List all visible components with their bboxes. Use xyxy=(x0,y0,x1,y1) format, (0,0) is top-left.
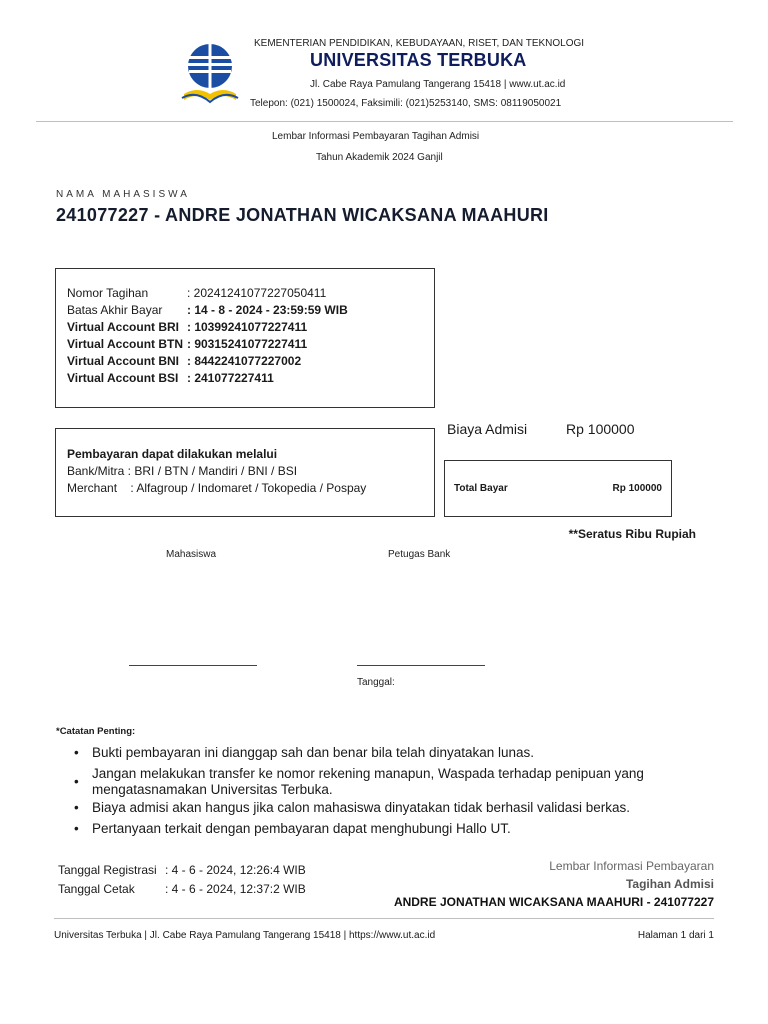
summary-student: ANDRE JONATHAN WICAKSANA MAAHURI - 241077227 xyxy=(393,895,714,909)
bill-row xyxy=(67,337,307,351)
footer-address: Universitas Terbuka | Jl. Cabe Raya Pamulang Tangerang 15418 | https://www.ut.ac.id xyxy=(54,930,436,941)
bill-row-value: : 14 - 8 - 2024 - 23:59:59 WIB xyxy=(187,303,348,317)
notes-title: *Catatan Penting: xyxy=(56,726,136,737)
bill-row-value: : 90315241077227411 xyxy=(187,337,308,351)
bill-row xyxy=(67,286,326,300)
bill-row-label: Virtual Account BSI xyxy=(67,371,179,385)
footer-divider xyxy=(54,918,714,919)
payment-merchant: Merchant : Alfagroup / Indomaret / Tokopedia / Pospay xyxy=(67,481,367,495)
fee-label: Biaya Admisi xyxy=(447,421,528,437)
student-name: 241077227 - ANDRE JONATHAN WICAKSANA MAAHURI xyxy=(56,205,549,225)
summary-subtitle: Tagihan Admisi xyxy=(625,877,714,891)
student-label: NAMA MAHASISWA xyxy=(56,189,190,200)
registration-date-value: : 4 - 6 - 2024, 12:26:4 WIB xyxy=(165,863,306,877)
signature-officer-label: Petugas Bank xyxy=(388,549,451,560)
bill-row-value: : 10399241077227411 xyxy=(187,320,308,334)
bill-row-label: Nomor Tagihan xyxy=(67,286,149,300)
summary-title: Lembar Informasi Pembayaran xyxy=(549,859,714,873)
payment-methods-box xyxy=(55,428,435,517)
bill-row xyxy=(67,354,301,368)
total-box xyxy=(444,460,672,517)
fee-amount: Rp 100000 xyxy=(566,421,635,437)
total-amount: Rp 100000 xyxy=(612,483,662,494)
bill-row-value: : 8442241077227002 xyxy=(187,354,302,368)
bill-row-value: : 20241241077227050411 xyxy=(187,286,327,300)
bill-row-label: Virtual Account BTN xyxy=(67,337,184,351)
bill-row xyxy=(67,371,274,385)
document-title: Lembar Informasi Pembayaran Tagihan Admisi xyxy=(272,131,480,142)
total-label: Total Bayar xyxy=(454,483,508,494)
bill-row xyxy=(67,320,307,334)
bill-details-box xyxy=(55,268,435,408)
bill-row-value: : 241077227411 xyxy=(187,371,274,385)
page-number: Halaman 1 dari 1 xyxy=(637,930,714,941)
bill-row-label: Virtual Account BRI xyxy=(67,320,180,334)
payment-heading: Pembayaran dapat dilakukan melalui xyxy=(67,447,278,461)
university-address: Jl. Cabe Raya Pamulang Tangerang 15418 | www.ut.ac.id xyxy=(310,79,566,90)
header-divider xyxy=(36,121,733,122)
university-contact: Telepon: (021) 1500024, Faksimili: (021)5253140, SMS: 08119050021 xyxy=(250,98,562,109)
date-label: Tanggal: xyxy=(357,677,395,688)
payment-bank: Bank/Mitra : BRI / BTN / Mandiri / BNI / BSI xyxy=(67,464,298,478)
bill-row-label: Batas Akhir Bayar xyxy=(67,303,163,317)
bill-row-label: Virtual Account BNI xyxy=(67,354,180,368)
signature-student-label: Mahasiswa xyxy=(166,549,217,560)
print-date-label: Tanggal Cetak xyxy=(58,882,135,896)
print-date-value: : 4 - 6 - 2024, 12:37:2 WIB xyxy=(165,882,306,896)
academic-year: Tahun Akademik 2024 Ganjil xyxy=(316,152,443,163)
signature-line-officer xyxy=(357,665,485,666)
amount-in-words: **Seratus Ribu Rupiah xyxy=(568,527,696,541)
ministry-name: KEMENTERIAN PENDIDIKAN, KEBUDAYAAN, RISET, DAN TEKNOLOGI xyxy=(254,38,585,49)
university-name: UNIVERSITAS TERBUKA xyxy=(310,50,527,70)
university-logo xyxy=(180,42,240,106)
registration-date-label: Tanggal Registrasi xyxy=(58,863,157,877)
signature-line-student xyxy=(129,665,257,666)
bill-row xyxy=(67,303,348,317)
